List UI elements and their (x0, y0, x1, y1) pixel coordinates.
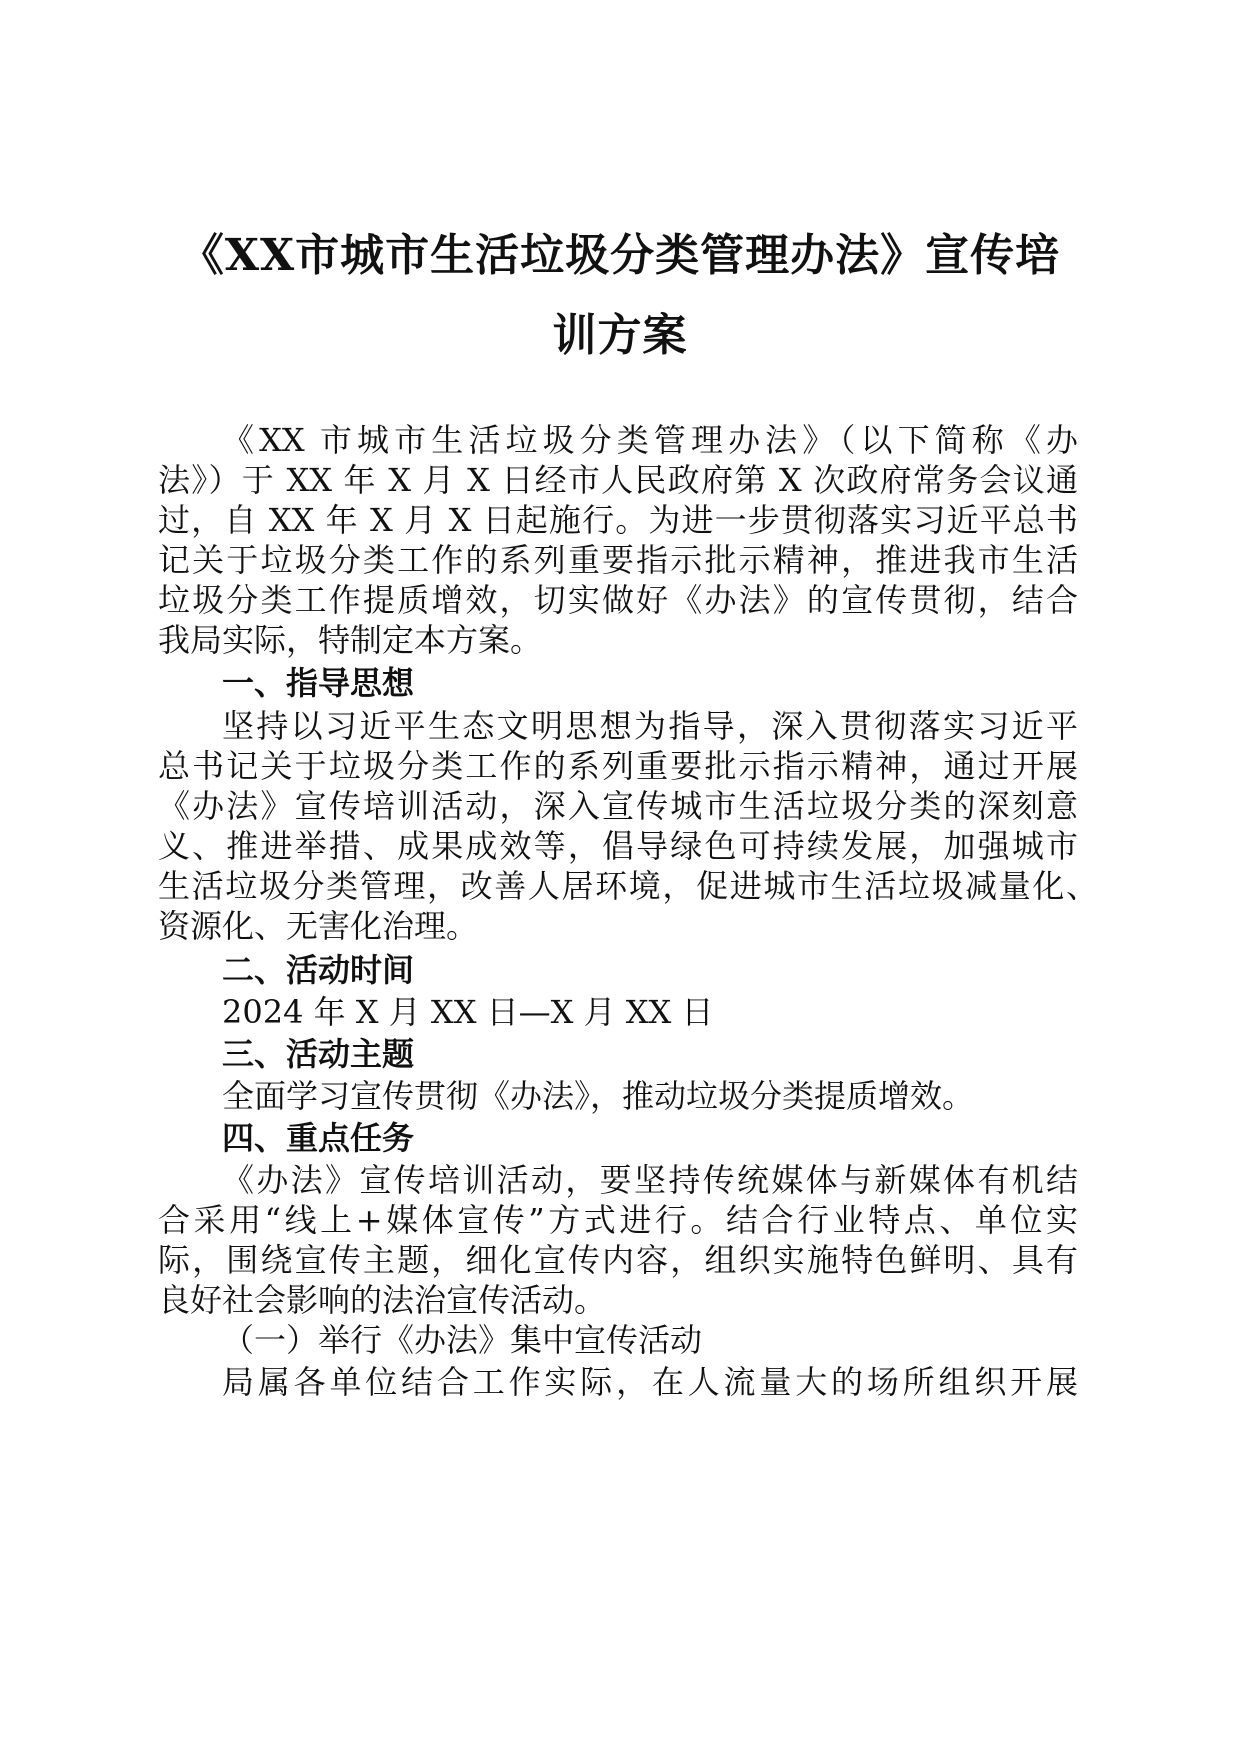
subsection-line: 局属各单位结合工作实际，在人流量大的场所组织开展 (222, 1363, 1078, 1401)
intro-line: 我局实际，特制定本方案。 (158, 621, 543, 659)
section-heading-activity-theme: 三、活动主题 (222, 1035, 415, 1073)
section-heading-activity-time: 二、活动时间 (222, 951, 415, 989)
section1-line: 生活垃圾分类管理，改善人居环境，促进城市生活垃圾减量化、 (158, 867, 1098, 905)
section4-line: 际，围绕宣传主题，细化宣传内容，组织实施特色鲜明、具有 (158, 1241, 1078, 1279)
activity-theme-text: 全面学习宣传贯彻《办法》，推动垃圾分类提质增效。 (222, 1077, 975, 1115)
section1-line: 《办法》宣传培训活动，深入宣传城市生活垃圾分类的深刻意 (158, 787, 1078, 825)
intro-line: 记关于垃圾分类工作的系列重要指示批示精神，推进我市生活 (158, 541, 1078, 579)
section1-line: 资源化、无害化治理。 (158, 907, 479, 945)
section4-line: 《办法》宣传培训活动，要坚持传统媒体与新媒体有机结 (222, 1161, 1078, 1199)
section1-line: 总书记关于垃圾分类工作的系列重要批示指示精神，通过开展 (158, 747, 1078, 785)
document-title-line-2: 训方案 (552, 310, 688, 361)
activity-time-text: 2024 年 X 月 XX 日—X 月 XX 日 (222, 993, 714, 1031)
section1-line: 义、推进举措、成果成效等，倡导绿色可持续发展，加强城市 (158, 827, 1078, 865)
intro-line: 法》）于 XX 年 X 月 X 日经市人民政府第 X 次政府常务会议通 (158, 461, 1078, 499)
intro-line: 过，自 XX 年 X 月 X 日起施行。为进一步贯彻落实习近平总书 (158, 501, 1078, 539)
section-heading-guiding-thought: 一、指导思想 (222, 664, 415, 702)
section1-line: 坚持以习近平生态文明思想为指导，深入贯彻落实习近平 (222, 707, 1078, 745)
section-heading-key-tasks: 四、重点任务 (222, 1119, 415, 1157)
section4-line: 合采用“线上+媒体宣传”方式进行。结合行业特点、单位实 (158, 1201, 1078, 1239)
intro-line: 垃圾分类工作提质增效，切实做好《办法》的宣传贯彻，结合 (158, 581, 1078, 619)
subsection-heading-centralized-campaign: （一）举行《办法》集中宣传活动 (222, 1321, 703, 1359)
intro-line: 《XX 市城市生活垃圾分类管理办法》（以下简称《办 (222, 421, 1078, 459)
document-title-line-1: 《XX市城市生活垃圾分类管理办法》宣传培 (179, 230, 1061, 281)
section4-line: 良好社会影响的法治宣传活动。 (158, 1281, 607, 1319)
